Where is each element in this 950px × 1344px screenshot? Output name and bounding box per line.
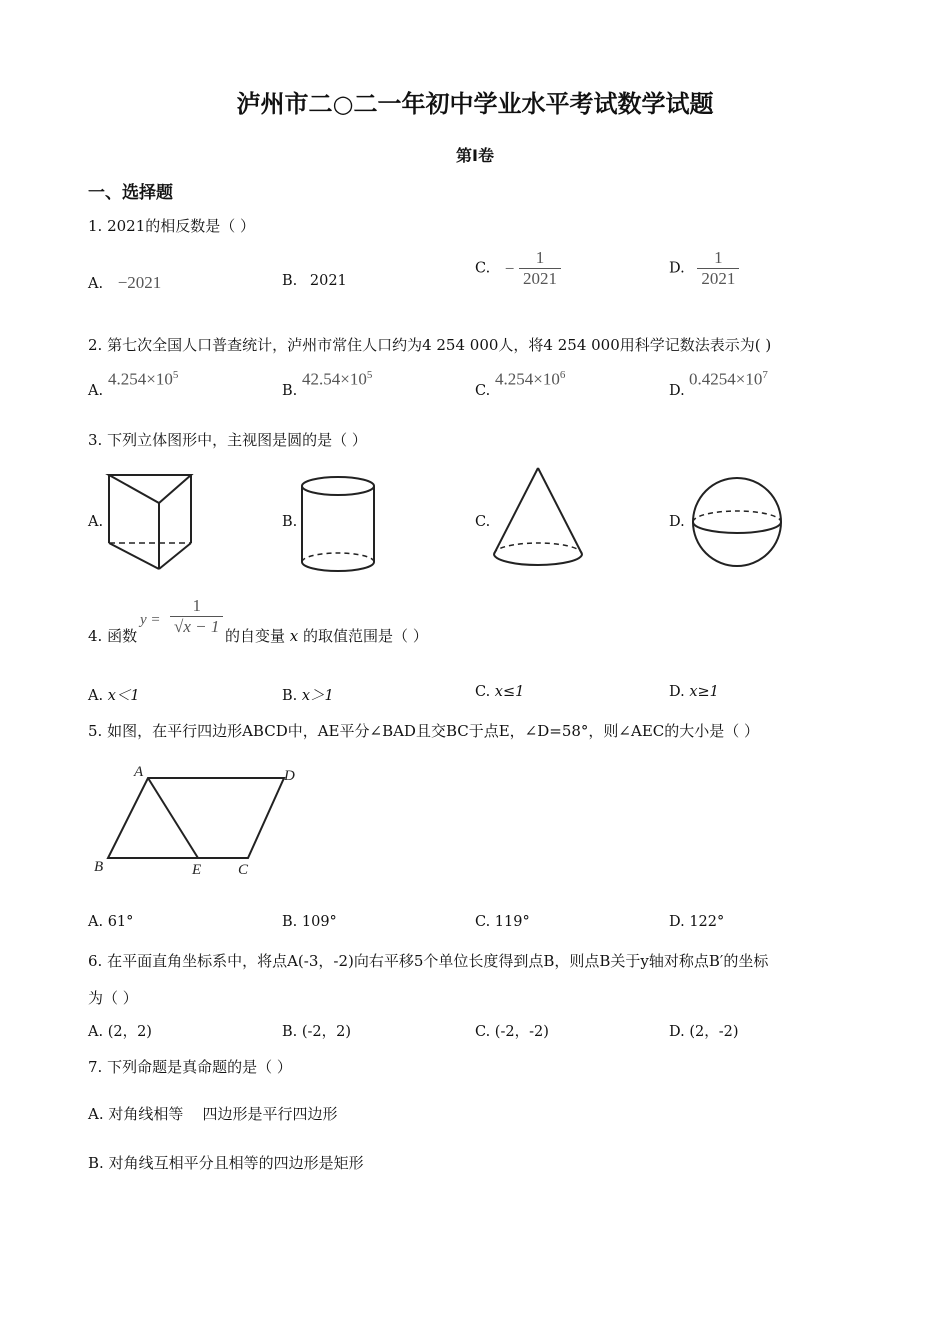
q2-option-a: A. $4.254\times 10^5$	[88, 369, 179, 399]
q3-option-b-label: B.	[282, 514, 298, 530]
q3-option-a-label: A.	[88, 514, 104, 530]
q6-option-c: C. (-2，-2)	[475, 1024, 549, 1040]
question-6-stem-line2: 为（ ）	[88, 989, 138, 1007]
q2-option-d: D. $0.4254\times 10^7$	[669, 369, 768, 399]
parallelogram-figure	[88, 760, 308, 880]
q1-c-fraction: $\frac{1}{2021}$	[519, 248, 561, 289]
q6-option-a: A. (2，2)	[88, 1024, 152, 1040]
label-b: B	[94, 859, 104, 875]
question-6-stem-line1: 6. 在平面直角坐标系中，将点A(-3，-2)向右平移5个单位长度得到点B，则点B关于y轴对称点B′的坐标	[88, 952, 769, 970]
q5-option-c: C. 119°	[475, 914, 530, 930]
volume-heading: 第Ⅰ卷	[456, 146, 494, 165]
q4-option-a: A. x＜1	[88, 688, 140, 704]
q5-option-d: D. 122°	[669, 914, 725, 930]
q6-option-b: B. (-2，2)	[282, 1024, 352, 1040]
q1-option-d: D. $\frac{1}{2021}$	[669, 248, 739, 289]
question-2-stem: 2. 第七次全国人口普查统计，泸州市常住人口约为4 254 000人，将4 254 000用科学记数法表示为( )	[88, 336, 772, 354]
q2-option-c: C. $4.254\times 10^6$	[475, 369, 566, 399]
q3-option-d-label: D.	[669, 514, 685, 530]
question-1-stem: 1. 2021的相反数是（ ）	[88, 217, 256, 235]
q4-option-d: D. x≥1	[669, 684, 719, 700]
q1-d-fraction: $\frac{1}{2021}$	[697, 248, 739, 289]
label-c: C	[238, 862, 249, 878]
question-5-stem: 5. 如图，在平行四边形ABCD中，AE平分∠BAD且交BC于点E，∠D=58°，则∠AEC的大小是（ ）	[88, 722, 760, 740]
q7-option-a: A. 对角线相等 四边形是平行四边形	[88, 1105, 338, 1123]
q4-formula-fraction: $\frac{1}{√x - 1}$	[170, 596, 223, 637]
sphere-figure	[689, 474, 787, 570]
q4-option-c: C. x≤1	[475, 684, 525, 700]
q5-option-b: B. 109°	[282, 914, 337, 930]
q6-option-d: D. (2，-2)	[669, 1024, 739, 1040]
q7-option-b: B. 对角线互相平分且相等的四边形是矩形	[88, 1154, 364, 1172]
question-3-stem: 3. 下列立体图形中，主视图是圆的是（ ）	[88, 431, 367, 449]
q1-option-b: B. 2021	[282, 273, 347, 289]
triangular-prism-figure	[104, 470, 200, 574]
q2-option-b: B. $42.54\times 10^5$	[282, 369, 373, 399]
section-heading: 一、选择题	[88, 183, 173, 203]
label-d: D	[284, 768, 295, 784]
q1-option-a: A. −2021	[88, 273, 162, 292]
cylinder-figure	[298, 474, 380, 576]
q5-option-a: A. 61°	[88, 914, 134, 930]
label-a: A	[134, 764, 144, 780]
page-title: 泸州市二○二一年初中学业水平考试数学试题	[236, 90, 714, 118]
q3-option-c-label: C.	[475, 514, 491, 530]
cone-figure	[490, 464, 586, 572]
label-e: E	[192, 862, 202, 878]
q1-option-c: C. − $\frac{1}{2021}$	[475, 248, 561, 289]
q4-option-b: B. x＞1	[282, 688, 334, 704]
question-7-stem: 7. 下列命题是真命题的是（ ）	[88, 1058, 292, 1076]
